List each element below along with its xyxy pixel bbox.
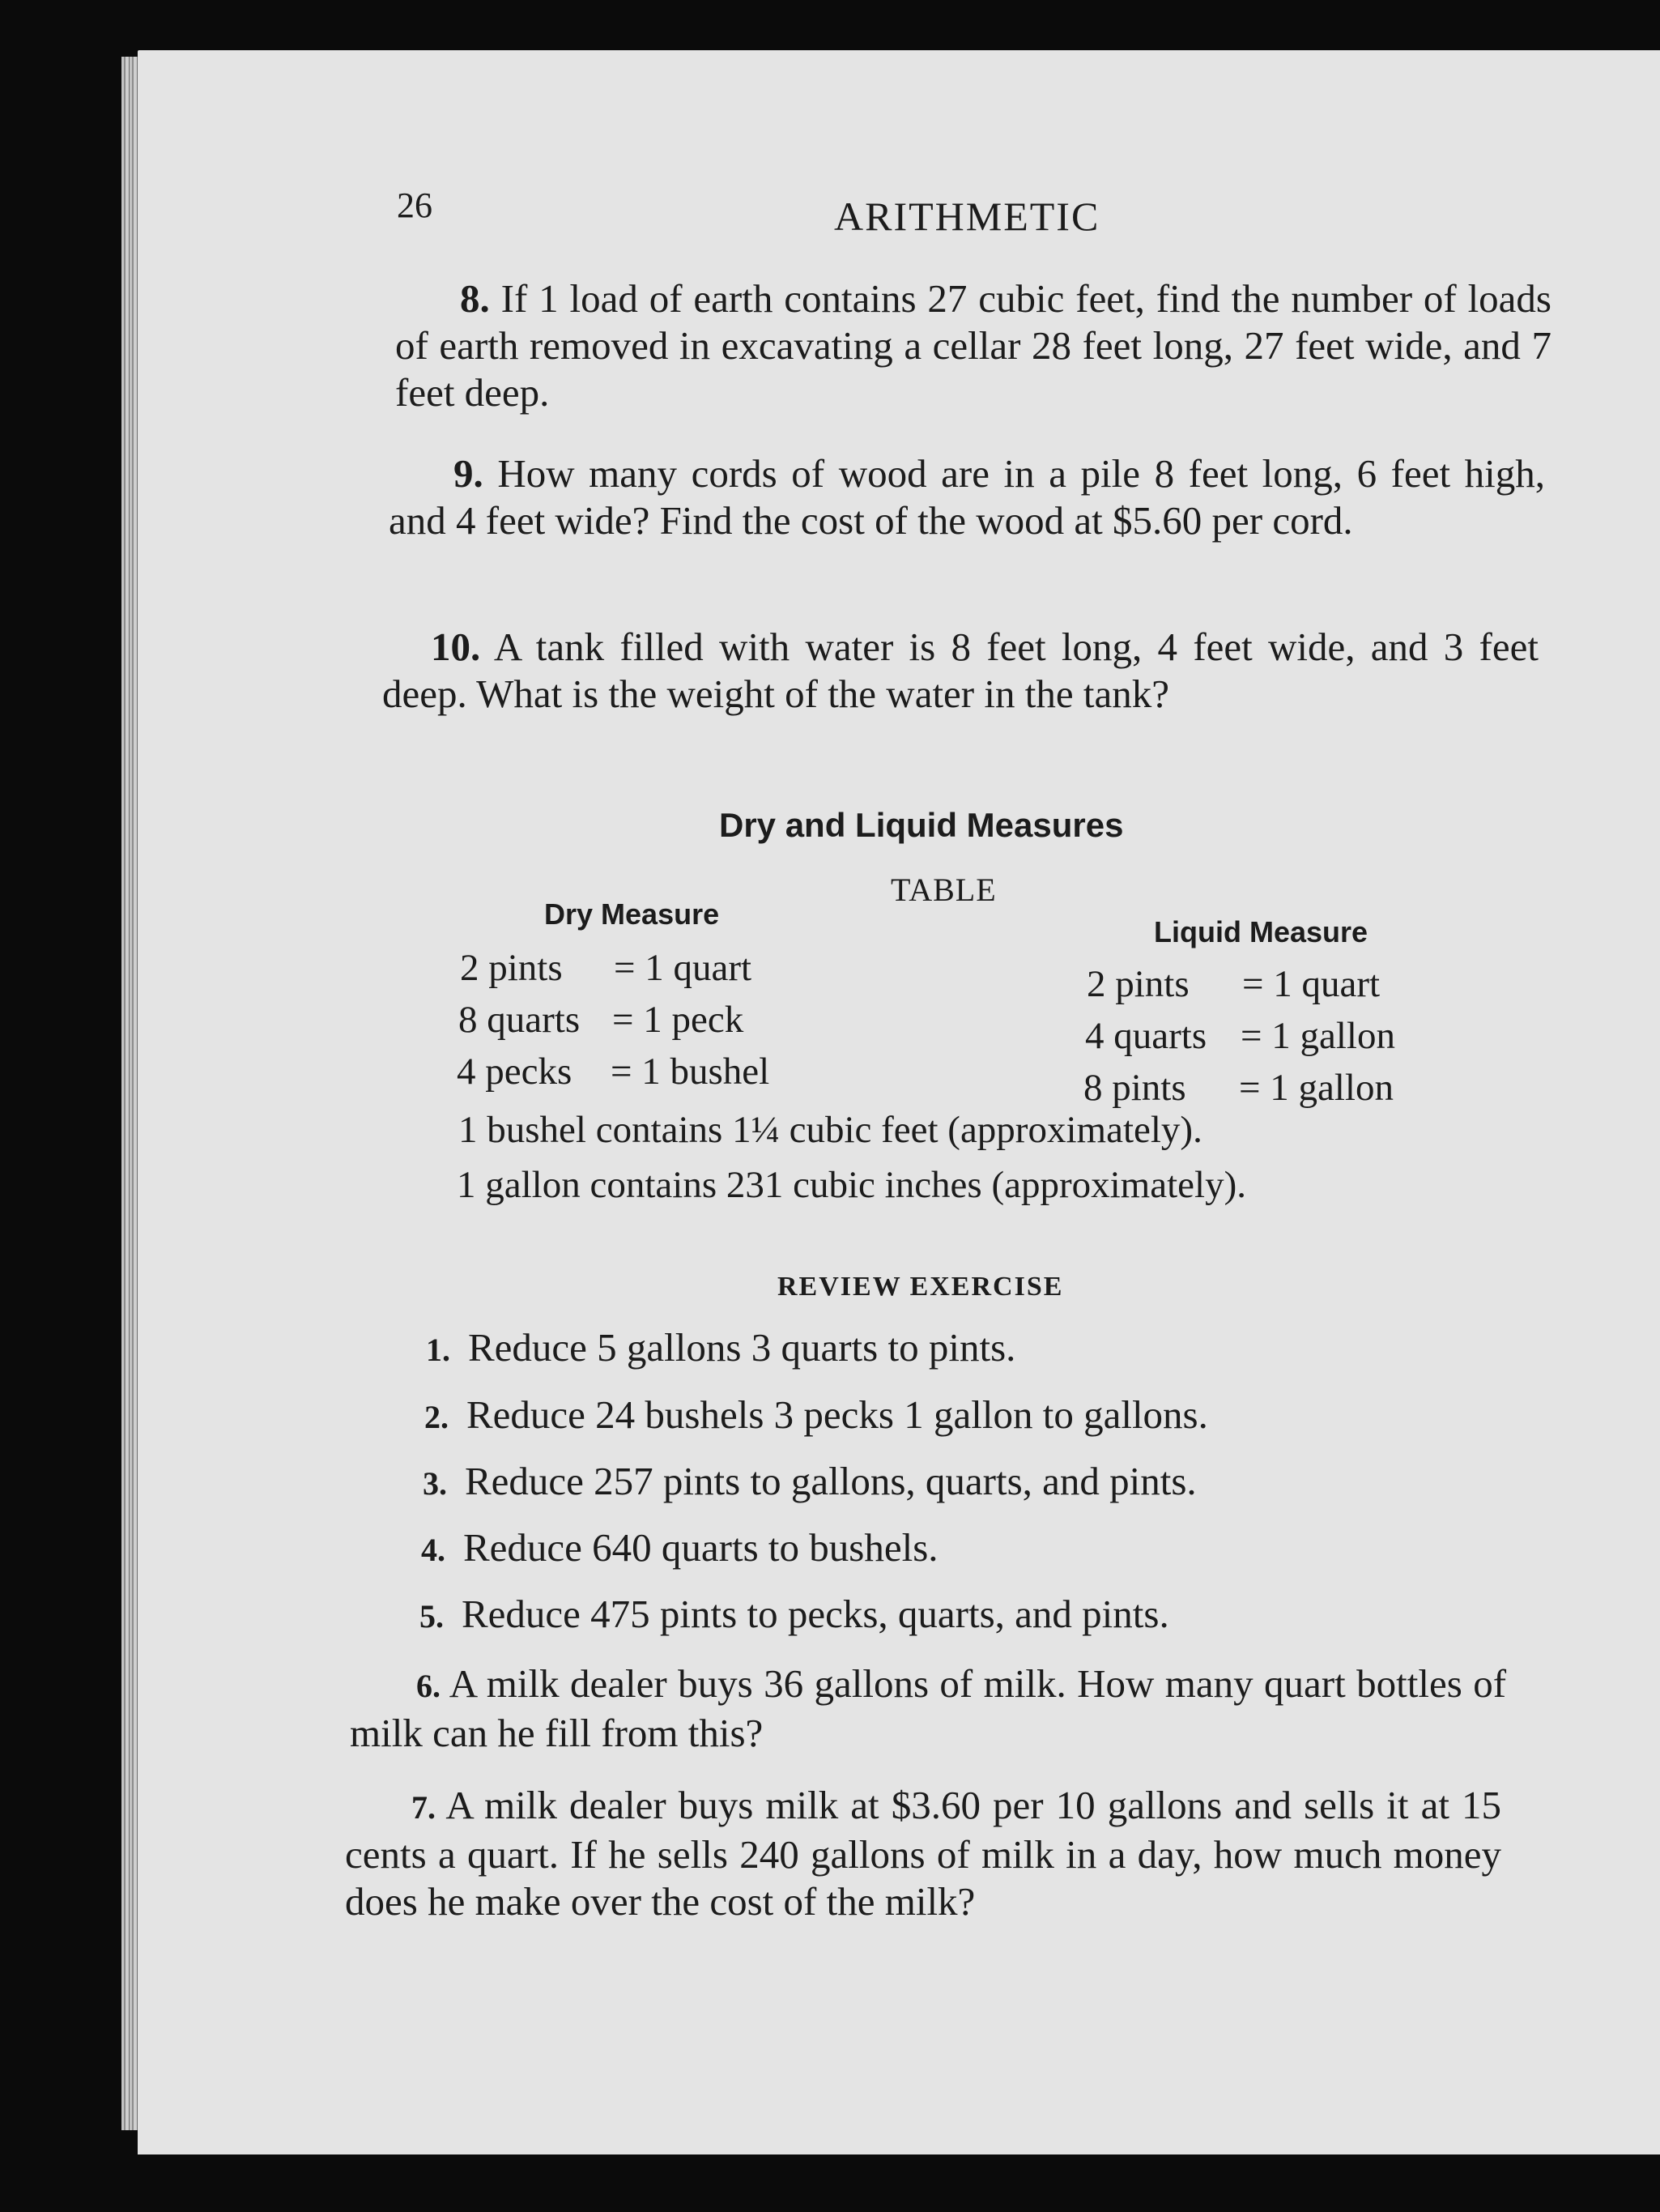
review-item-1 [426, 1324, 1015, 1370]
dry-measure-heading: Dry Measure [544, 897, 720, 931]
problem-text: If 1 load of earth contains 27 cubic feet, find the number of loads of earth removed in excavating a cellar 28 feet long, 27 feet wide, and 7 feet deep. [395, 276, 1552, 415]
problem-number: 10. [431, 624, 481, 669]
measure-lhs: 4 pecks [457, 1051, 572, 1093]
problem-number: 9. [453, 451, 483, 496]
section-title: Dry and Liquid Measures [719, 806, 1124, 844]
liquid-row [1085, 1014, 1395, 1058]
item-number: 4. [421, 1532, 445, 1568]
item-number: 6. [416, 1668, 441, 1704]
item-text: Reduce 640 quarts to bushels. [463, 1525, 939, 1570]
item-text: Reduce 5 gallons 3 quarts to pints. [468, 1325, 1016, 1370]
item-number: 2. [424, 1399, 449, 1435]
problem-text: How many cords of wood are in a pile 8 feet long, 6 feet high, and 4 feet wide? Find the cost of the wood at $5.60 per cord. [389, 451, 1546, 543]
measure-lhs: 8 pints [1083, 1067, 1186, 1109]
item-text: Reduce 257 pints to gallons, quarts, and pints. [465, 1459, 1197, 1503]
liquid-row [1087, 962, 1380, 1006]
item-number: 7. [411, 1789, 436, 1826]
liquid-measure-heading: Liquid Measure [1154, 915, 1368, 948]
item-number: 3. [423, 1465, 447, 1502]
review-item-4 [421, 1524, 939, 1571]
problem-number: 8. [460, 276, 490, 321]
page-number: 26 [397, 185, 432, 225]
dry-row [457, 1050, 769, 1093]
item-number: 1. [426, 1332, 450, 1368]
item-text: A milk dealer buys milk at $3.60 per 10 gallons and sells it at 15 cents a quart. If he sells 240 gallons of milk in a day, how much money does he make over the cost of the milk? [345, 1783, 1501, 1924]
item-number: 5. [419, 1598, 444, 1634]
measure-lhs: 2 pints [460, 947, 563, 989]
item-text: A milk dealer buys 36 gallons of milk. How many quart bottles of milk can he fill from this? [350, 1661, 1507, 1755]
review-item-7 [345, 1782, 1501, 1925]
review-item-6 [350, 1660, 1506, 1757]
measure-lhs: 2 pints [1087, 963, 1190, 1005]
review-item-2 [424, 1392, 1208, 1438]
item-text: Reduce 24 bushels 3 pecks 1 gallon to gallons. [466, 1392, 1208, 1437]
dry-row [460, 946, 751, 990]
measure-rhs: = 1 peck [612, 999, 744, 1041]
table-label: TABLE [891, 872, 997, 908]
problem-text: A tank filled with water is 8 feet long, 4 feet wide, and 3 feet deep. What is the weight of the water in the tank? [382, 624, 1539, 716]
problem-8 [395, 275, 1551, 416]
review-title: REVIEW EXERCISE [777, 1272, 1064, 1302]
measure-lhs: 8 quarts [458, 999, 581, 1041]
running-title: ARITHMETIC [834, 194, 1100, 239]
dry-row [458, 998, 743, 1042]
measure-rhs: = 1 quart [1242, 963, 1381, 1005]
gallon-note: 1 gallon contains 231 cubic inches (approximately). [457, 1164, 1246, 1206]
measure-rhs: = 1 gallon [1239, 1067, 1394, 1109]
measure-rhs: = 1 quart [614, 947, 752, 989]
problem-10 [382, 624, 1539, 718]
measure-lhs: 4 quarts [1085, 1015, 1207, 1057]
item-text: Reduce 475 pints to pecks, quarts, and pints. [462, 1592, 1169, 1636]
liquid-row [1083, 1066, 1394, 1110]
measure-rhs: = 1 bushel [611, 1051, 770, 1093]
review-item-3 [423, 1458, 1197, 1504]
review-item-5 [419, 1591, 1169, 1637]
problem-9 [389, 450, 1545, 544]
measure-rhs: = 1 gallon [1241, 1015, 1395, 1057]
bushel-note: 1 bushel contains 1¼ cubic feet (approximately). [458, 1109, 1202, 1151]
